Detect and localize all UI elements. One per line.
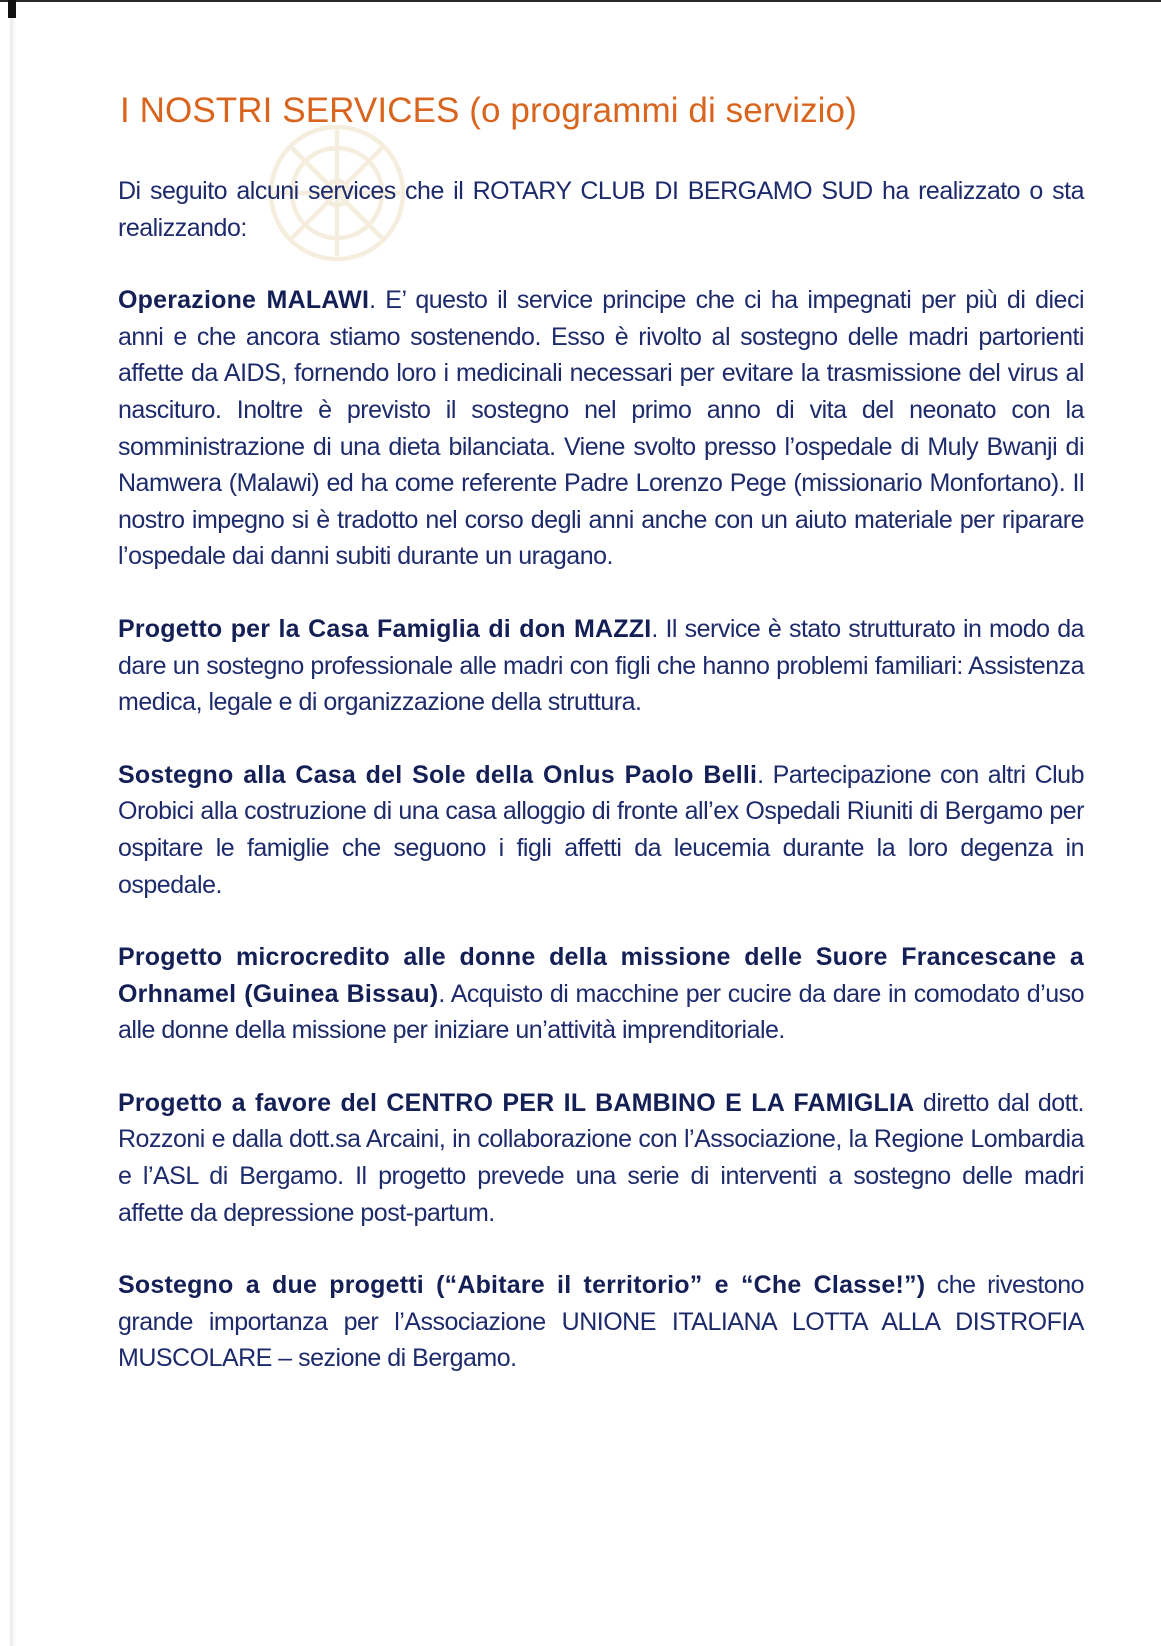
service-heading: Progetto a favore del CENTRO PER IL BAMBINO E LA FAMIGLIA [118,1088,915,1117]
service-description: diretto dal dott. Rozzoni e dalla dott.sa Arcaini, in collaborazione con l’Associazione, la Regione Lombardia e l’ASL di Bergamo. Il progetto prevede una serie di interventi a sostegno delle madri affette da depressione post-partum. [118,1088,1085,1227]
service-paragraph-uildm [118,1267,1084,1377]
scan-left-shadow [10,18,16,1646]
service-paragraph-malawi [118,282,1084,575]
service-paragraph-casa-famiglia [118,611,1084,721]
service-heading: Sostegno alla Casa del Sole della Onlus Paolo Belli [118,760,758,789]
service-heading: Progetto microcredito alle donne della missione delle Suore Francescane a Orhnamel (Guinea Bissau) [118,943,1084,1008]
service-heading: Operazione MALAWI [118,286,370,315]
scan-corner-mark [8,0,16,18]
service-paragraph-casa-del-sole [118,757,1084,903]
service-description: . E’ questo il service principe che ci ha impegnati per più di dieci anni e che ancora stiamo sostenendo. Esso è rivolto al sostegno delle madri partorienti affette da AIDS, fornendo loro i medicinali necessari per evitare la trasmissione del virus al nascituro. Inoltre è previsto il sostegno nel primo anno di vita del neonato con la somministrazione di una dieta bilanciata. Viene svolto presso l’ospedale di Muly Bwanji di Namwera (Malawi) ed ha come referente Padre Lorenzo Pege (missionario Monfortano). Il nostro impegno si è tradotto nel corso degli anni anche con un aiuto materiale per riparare l’ospedale dai danni subiti durante un uragano. [118,286,1085,571]
scan-top-edge [0,0,1161,2]
service-description: . Acquisto di macchine per cucire da dare in comodato d’uso alle donne della missione per iniziare un’attività imprenditoriale. [118,979,1085,1045]
service-heading: Progetto per la Casa Famiglia di don MAZZI [118,614,652,643]
intro-paragraph: Di seguito alcuni services che il ROTARY CLUB DI BERGAMO SUD ha realizzato o sta realizzando: [118,177,1084,242]
service-description: che rivestono grande importanza per l’Associazione UNIONE ITALIANA LOTTA ALLA DISTROFIA MUSCOLARE – sezione di Bergamo. [118,1271,1085,1373]
service-description: . Partecipazione con altri Club Orobici alla costruzione di una casa alloggio di fronte all’ex Ospedali Riuniti di Bergamo per ospitare le famiglie che seguono i figli affetti da leucemia durante la loro degenza in ospedale. [118,760,1084,899]
service-paragraph-centro-bambino [118,1085,1084,1231]
service-paragraph-microcredito [118,939,1084,1049]
service-description: . Il service è stato strutturato in modo da dare un sostegno professionale alle madri con figli che hanno problemi familiari: Assistenza medica, legale e di organizzazione della struttura. [118,614,1085,717]
document-body [118,173,1084,1413]
page-title: I NOSTRI SERVICES (o programmi di servizio) [120,91,857,130]
service-heading: Sostegno a due progetti (“Abitare il territorio” e “Che Classe!”) [118,1271,926,1300]
